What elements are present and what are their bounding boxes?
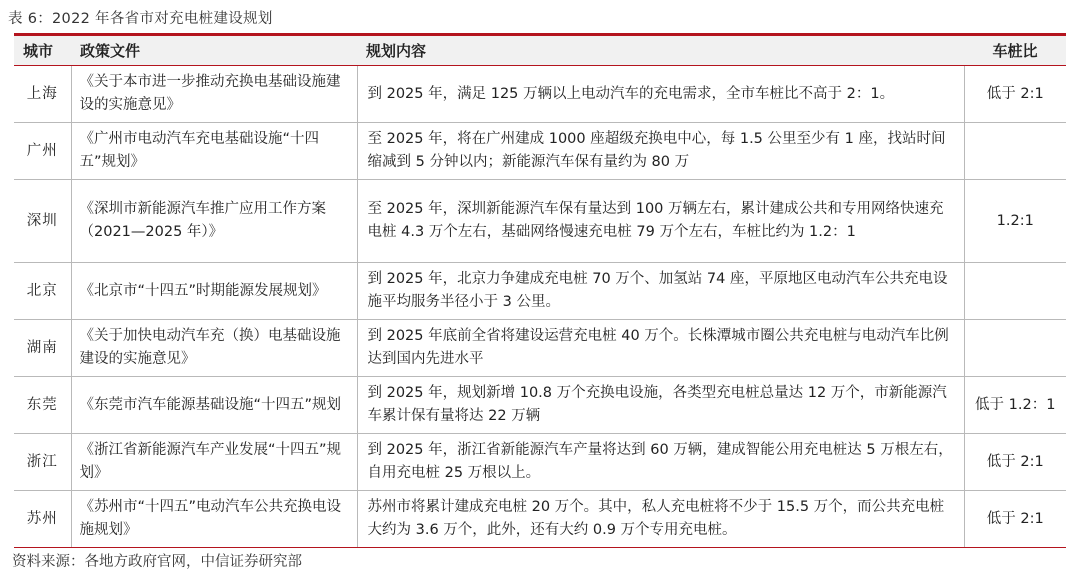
cell-policy: 《关于本市进一步推动充换电基础设施建设的实施意见》	[71, 66, 357, 123]
cell-city: 东莞	[14, 377, 71, 434]
cell-ratio: 低于 2:1	[964, 434, 1066, 491]
cell-ratio: 低于 1.2：1	[964, 377, 1066, 434]
cell-plan: 到 2025 年，规划新增 10.8 万个充换电设施，各类型充电桩总量达 12 万个，市新能源汽车累计保有量将达 22 万辆	[357, 377, 964, 434]
cell-city: 广州	[14, 123, 71, 180]
table-row	[14, 434, 1066, 491]
cell-plan: 至 2025 年，深圳新能源汽车保有量达到 100 万辆左右，累计建成公共和专用网络快速充电桩 4.3 万个左右，基础网络慢速充电桩 79 万个左右，车桩比约为 1.2：1	[357, 180, 964, 263]
cell-ratio: 低于 2:1	[964, 491, 1066, 548]
cell-ratio	[964, 123, 1066, 180]
cell-policy: 《东莞市汽车能源基础设施“十四五”规划	[71, 377, 357, 434]
header-city: 城市	[14, 36, 71, 66]
cell-ratio	[964, 263, 1066, 320]
cell-policy: 《北京市“十四五”时期能源发展规划》	[71, 263, 357, 320]
cell-plan: 到 2025 年底前全省将建设运营充电桩 40 万个。长株潭城市圈公共充电桩与电动汽车比例达到国内先进水平	[357, 320, 964, 377]
cell-city: 深圳	[14, 180, 71, 263]
table-row	[14, 66, 1066, 123]
cell-plan: 至 2025 年，将在广州建成 1000 座超级充换电中心，每 1.5 公里至少有 1 座，找站时间缩减到 5 分钟以内；新能源汽车保有量约为 80 万	[357, 123, 964, 180]
cell-plan: 到 2025 年，浙江省新能源汽车产量将达到 60 万辆，建成智能公用充电桩达 5 万根左右，自用充电桩 25 万根以上。	[357, 434, 964, 491]
cell-ratio: 1.2:1	[964, 180, 1066, 263]
cell-ratio: 低于 2:1	[964, 66, 1066, 123]
cell-policy: 《关于加快电动汽车充（换）电基础设施建设的实施意见》	[71, 320, 357, 377]
table-row	[14, 491, 1066, 548]
cell-plan: 到 2025 年，北京力争建成充电桩 70 万个、加氢站 74 座，平原地区电动汽车公共充电设施平均服务半径小于 3 公里。	[357, 263, 964, 320]
policy-table	[14, 36, 1066, 548]
cell-ratio	[964, 320, 1066, 377]
table-row	[14, 320, 1066, 377]
cell-city: 上海	[14, 66, 71, 123]
table-row	[14, 263, 1066, 320]
cell-city: 湖南	[14, 320, 71, 377]
table-caption: 表 6：2022 年各省市对充电桩建设规划	[8, 11, 273, 27]
cell-policy: 《苏州市“十四五”电动汽车公共充换电设施规划》	[71, 491, 357, 548]
table-row	[14, 180, 1066, 263]
header-ratio: 车桩比	[964, 36, 1066, 66]
table-row	[14, 377, 1066, 434]
header-plan: 规划内容	[357, 36, 964, 66]
source-note: 资料来源：各地方政府官网，中信证券研究部	[12, 554, 302, 570]
cell-policy: 《浙江省新能源汽车产业发展“十四五”规划》	[71, 434, 357, 491]
cell-city: 浙江	[14, 434, 71, 491]
cell-policy: 《深圳市新能源汽车推广应用工作方案（2021—2025 年）》	[71, 180, 357, 263]
cell-plan: 苏州市将累计建成充电桩 20 万个。其中，私人充电桩将不少于 15.5 万个，而公共充电桩大约为 3.6 万个，此外，还有大约 0.9 万个专用充电桩。	[357, 491, 964, 548]
cell-policy: 《广州市电动汽车充电基础设施“十四五”规划》	[71, 123, 357, 180]
header-policy: 政策文件	[71, 36, 357, 66]
table-row	[14, 123, 1066, 180]
cell-city: 北京	[14, 263, 71, 320]
table-header-row	[14, 36, 1066, 66]
cell-plan: 到 2025 年，满足 125 万辆以上电动汽车的充电需求，全市车桩比不高于 2：1。	[357, 66, 964, 123]
cell-city: 苏州	[14, 491, 71, 548]
